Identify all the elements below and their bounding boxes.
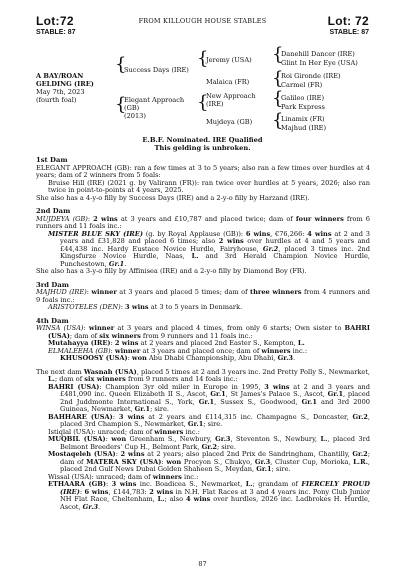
section-heading: 4th Dam xyxy=(36,316,69,325)
produce-entry: KHUSOOSY (USA): won Abu Dhabi Championship, Abu Dhabi, Gr.3. xyxy=(60,354,296,362)
grandparent: Carmel (FR) xyxy=(281,81,323,89)
dam: Elegant Approach xyxy=(124,96,185,104)
unbroken-note: This gelding is unbroken. xyxy=(154,144,251,152)
dam-paragraph: She also has a 4-y-o filly by Success Days (IRE) and a 2-y-o filly by Harzand (IRE). xyxy=(36,193,310,202)
bracket: { xyxy=(272,44,284,65)
grandparent: Park Express xyxy=(281,103,325,111)
horse-description: A BAY/ROAN xyxy=(36,72,84,80)
produce-entry: Bruise Hill (IRE) (2021 g. by Valirann (FR)): ran twice over hurdles at 5 years, 2026; also ran twice in point-to-points at 4 years, 2025. xyxy=(48,178,370,194)
produce-entry: BAHHARE (USA): 3 wins at 2 years and £114,315 inc. Champagne S., Doncaster, Gr.2, placed 3rd Champion S., Newmarket, Gr.1; sire. xyxy=(48,412,370,428)
produce-entry: Mostaqeleh (USA): 2 wins at 2 years; also placed 2nd Prix de Sandringham, Chantilly, Gr.2; dam of MATERA SKY (USA): won Procyon S., Chukyo, Gr.3, Cluster Cup, Morioka, L.R., placed 2nd Gulf News Dubai Golden Shaheen S., Meydan, Gr.1; sire. xyxy=(48,450,370,473)
bracket: { xyxy=(115,54,127,75)
page-header xyxy=(36,14,369,28)
produce-record xyxy=(36,157,370,511)
grandparent: Danehill Dancer (IRE) xyxy=(281,50,355,58)
bracket: { xyxy=(197,48,209,69)
bracket: { xyxy=(272,68,284,89)
nomination-note: E.B.F. Nominated. IRE Qualified xyxy=(142,136,263,144)
grandparent: Galileo (IRE) xyxy=(281,94,325,102)
lot-number-right: Lot: 72 xyxy=(327,14,369,28)
consignor: FROM KILLOUGH HOUSE STABLES xyxy=(138,17,267,25)
section-heading: 2nd Dam xyxy=(36,207,71,215)
bracket: { xyxy=(197,92,209,113)
pedigree-table xyxy=(36,44,370,132)
stable-number-left: STABLE: 87 xyxy=(36,29,76,36)
sire-sire: Jeremy (USA) xyxy=(206,56,252,64)
lot-number-left: Lot:72 xyxy=(36,14,74,28)
bracket: { xyxy=(115,94,127,115)
dam-dam: Mujdeya (GB) xyxy=(206,118,253,126)
produce-entry: ARISTOTELES (DEN): 3 wins at 3 to 5 years in Denmark. xyxy=(48,303,243,311)
produce-entry: BAHRI (USA): Champion 3yr old miler in Europe in 1995, 3 wins at 2 and 3 years and £481,090 inc. Queen Elizabeth II S., Ascot, Gr.1, St James's Palace S., Ascot, Gr.1, placed 2nd Juddmonte International S., York, Gr.1, Sussex S., Goodwood, Gr.1 and 3rd 2000 Guineas, Newmarket, Gr.1; sire. xyxy=(48,382,370,413)
dam-paragraph: ELEGANT APPROACH (GB): ran a few times at 3 to 5 years; also ran a few times over hurdles at 4 years; dam of 2 winners from 5 foals: xyxy=(36,163,370,179)
page-number: 87 xyxy=(198,560,207,568)
foaling-date: May 7th, 2023 xyxy=(36,88,85,96)
produce-entry: ELMALEEHA (GB): winner at 3 years and placed once; dam of winners inc.: xyxy=(48,346,308,355)
dam-paragraph: WINSA (USA): winner at 3 years and placed 4 times, from only 6 starts; Own sister to BAHRI (USA); dam of six winners from 9 runners and 11 foals inc.: xyxy=(36,324,370,340)
produce-entry: Istiqlal (USA): unraced; dam of winners inc.: xyxy=(48,427,200,436)
grandparent: Linamix (FR) xyxy=(281,115,325,123)
produce-entry: Wissal (USA): unraced; dam of winners inc.: xyxy=(48,472,199,481)
dam-paragraph: MUJDEYA (GB): 2 wins at 3 years and £10,787 and placed twice; dam of four winners from 6 runners and 11 foals inc.: xyxy=(36,214,370,230)
section-heading: 1st Dam xyxy=(36,156,68,164)
section-heading: 3rd Dam xyxy=(36,280,69,289)
sire: Success Days (IRE) xyxy=(124,66,189,74)
foal-number: (fourth foal) xyxy=(36,96,77,104)
grandparent: Glint In Her Eye (USA) xyxy=(281,59,358,67)
produce-entry: MISTER BLUE SKY (IRE) (g. by Royal Applause (GB)): 6 wins, €76,266: 4 wins at 2 and 3 years and £31,828 and placed 6 times; also 2 wins over hurdles at 4 and 5 years and £44,438 inc. Hardy Eustace Novice Hurdle, Fairyhouse, Gr.2, placed 3 times inc. 2nd Kingsfurze Novice Hurdle, Naas, L. and 3rd Herald Champion Novice Hurdle, Punchestown, Gr.1. xyxy=(48,229,370,268)
grandparent: Majhud (IRE) xyxy=(281,124,327,132)
dam-paragraph: She also has a 3-y-o filly by Affinisea (IRE) and a 2-y-o filly by Diamond Boy (FR). xyxy=(36,267,307,275)
grandparent: Roi Gironde (IRE) xyxy=(281,72,341,80)
dam-paragraph: The next dam Wasnah (USA), placed 5 times at 2 and 3 years inc. 2nd Pretty Polly S., Newmarket, L.; dam of six winners from 9 runners and 14 foals inc.: xyxy=(36,367,370,383)
produce-entry: MUQBIL (USA): won Greenham S., Newbury, Gr.3, Steventon S., Newbury, L., placed 3rd Belmont Breeders' Cup H., Belmont Park, Gr.2; sire. xyxy=(48,435,371,451)
bracket: { xyxy=(272,88,284,109)
dam-sire-origin: (IRE) xyxy=(206,100,224,108)
dam-paragraph: MAJHUD (IRE): winner at 3 years and placed 5 times; dam of three winners from 4 runners and 9 foals inc.: xyxy=(36,288,370,304)
dam-year: (2013) xyxy=(124,112,146,120)
produce-entry: Mutahayya (IRE): 2 wins at 2 years and placed 2nd Easter S., Kempton, L. xyxy=(48,339,305,347)
bracket: { xyxy=(272,110,284,131)
dam-origin: (GB) xyxy=(124,104,140,112)
stable-number-right: STABLE: 87 xyxy=(329,29,369,36)
sire-dam: Malaica (FR) xyxy=(206,78,250,86)
horse-description-2: GELDING (IRE) xyxy=(36,80,94,88)
dam-sire: New Approach xyxy=(206,92,256,100)
produce-entry: ETHAARA (GB): 3 wins inc. Boadicea S., Newmarket, L.; grandam of FIERCELY PROUD (IRE): 6 wins, £144,783: 2 wins in N.H. Flat Races at 3 and 4 years inc. Pony Club Junior NH Flat Race, Cheltenham, L.; also 4 wins over hurdles, 2026 inc. Ladbrokes H. Hurdle, Ascot, Gr.3. xyxy=(48,480,371,511)
